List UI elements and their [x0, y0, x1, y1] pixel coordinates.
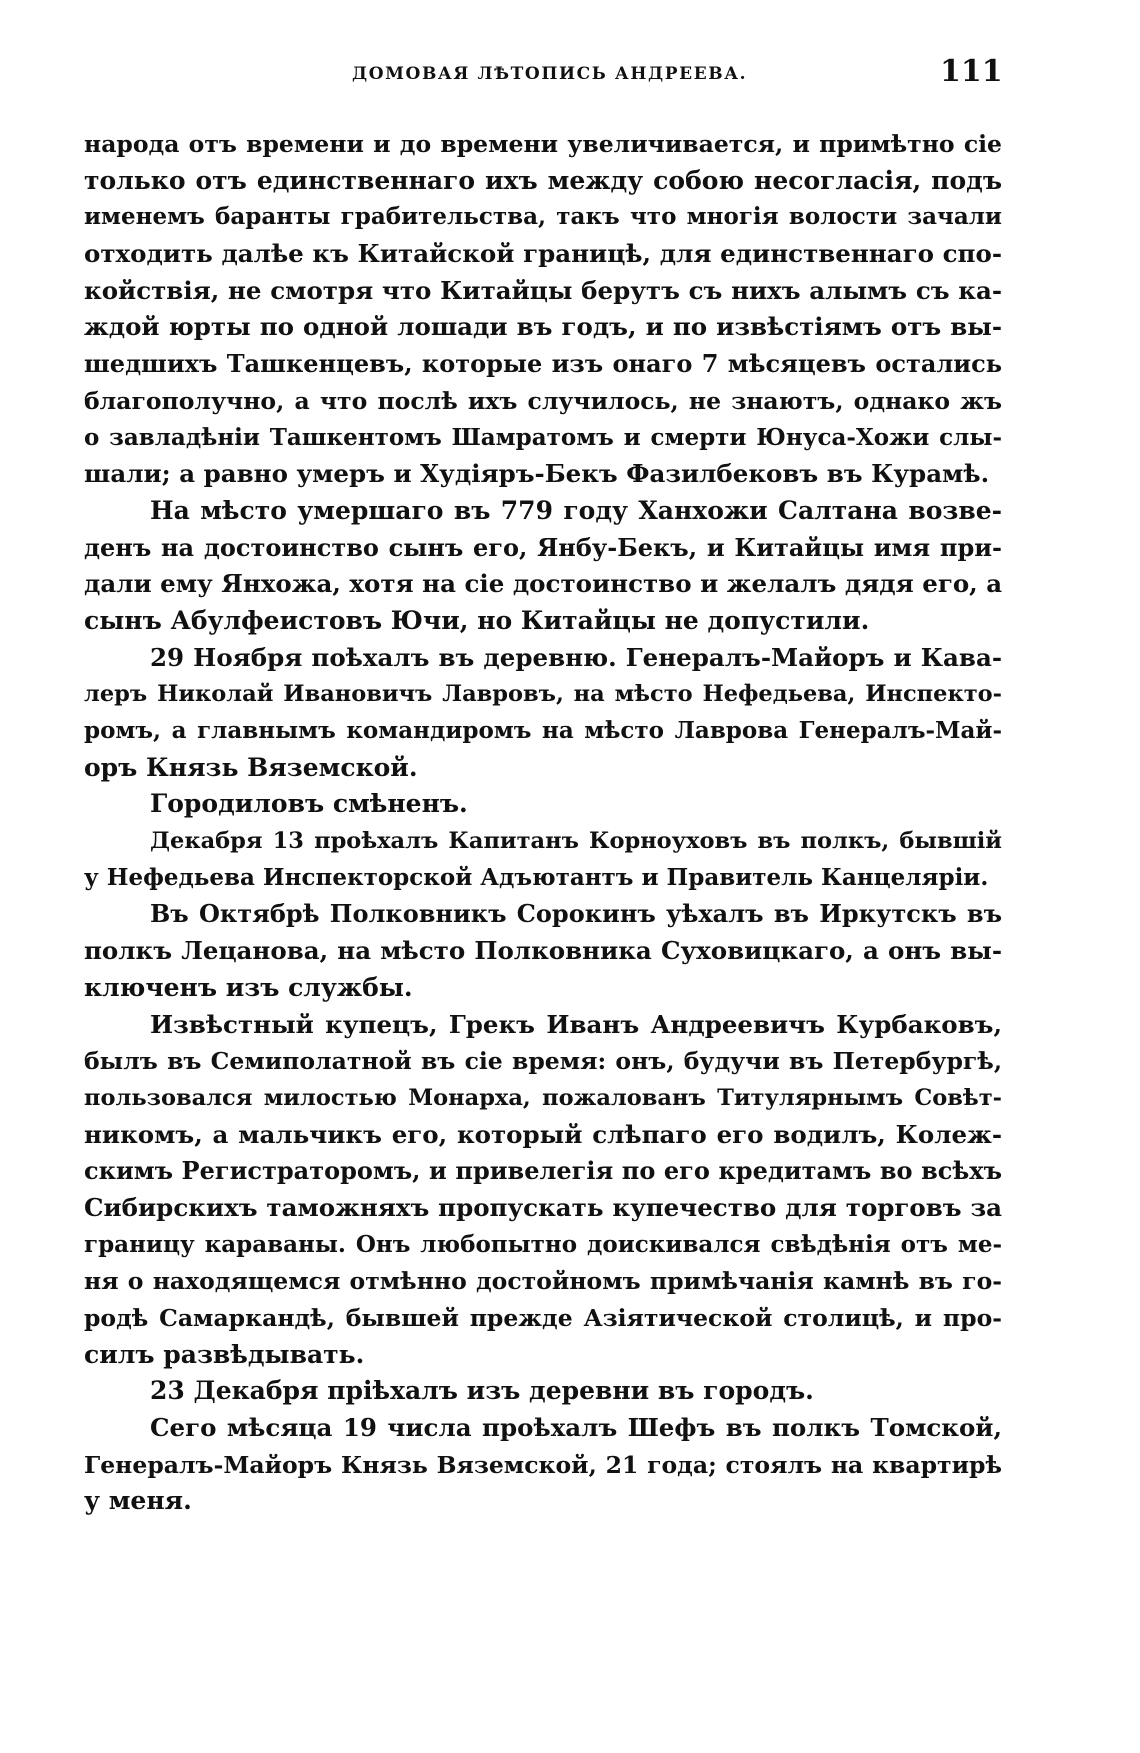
paragraph-6	[84, 896, 1002, 1006]
paragraph-3	[84, 640, 1002, 787]
text-line: Генералъ-Майоръ Князь Вяземской, 21 года; стоялъ на квартирѣ	[84, 1450, 1002, 1479]
text-line: леръ Николай Ивановичъ Лавровъ, на мѣсто Нефедьева, Инспекто-	[84, 681, 1002, 708]
text-line: шедшихъ Ташкенцевъ, которые изъ онаго 7 мѣсяцевъ остались	[84, 349, 1002, 379]
text-line: у меня.	[84, 1486, 192, 1516]
text-line: ня о находящемся отмѣнно достойномъ примѣчанія камнѣ въ го-	[84, 1267, 1002, 1296]
text-line: родѣ Самаркандѣ, бывшей прежде Азіятической столицѣ, и про-	[84, 1304, 1002, 1332]
running-title: ДОМОВАЯ ЛѢТОПИСЬ АНДРЕЕВА.	[352, 64, 748, 84]
page-text	[84, 126, 1002, 1520]
text-line: 23 Декабря пріѣхалъ изъ деревни въ городъ.	[150, 1376, 814, 1406]
text-line: благополучно, а что послѣ ихъ случилось, не знаютъ, однако жъ	[84, 386, 1002, 415]
text-line: оръ Князь Вяземской.	[84, 752, 418, 782]
text-line: пользовался милостью Монарха, пожалованъ Титулярнымъ Совѣт-	[84, 1084, 1002, 1111]
text-line: койствія, не смотря что Китайцы берутъ съ нихъ алымъ съ ка-	[84, 275, 1002, 305]
text-line: ключенъ изъ службы.	[84, 972, 413, 1002]
text-line: о завладѣніи Ташкентомъ Шамратомъ и смерти Юнуса-Хожи слы-	[84, 423, 1002, 451]
text-line: Въ Октябрѣ Полковникъ Сорокинъ уѣхалъ въ Иркутскъ въ	[150, 899, 1002, 929]
text-line: Сибирскихъ таможняхъ пропускать купечество для торговъ за	[84, 1192, 1002, 1222]
paragraph-2	[84, 493, 1002, 640]
page-number: 111	[940, 54, 1003, 89]
text-line: полкъ Лецанова, на мѣсто Полковника Суховицкаго, а онъ вы-	[84, 936, 1002, 966]
text-line: силъ развѣдывать.	[84, 1339, 365, 1369]
text-line: ждой юрты по одной лошади въ годъ, и по извѣстіямъ отъ вы-	[84, 312, 1002, 342]
text-line: Извѣстный купецъ, Грекъ Иванъ Андреевичъ Курбаковъ,	[150, 1009, 1002, 1039]
text-line: ромъ, а главнымъ командиромъ на мѣсто Лаврова Генералъ-Май-	[84, 717, 1002, 744]
text-line: На мѣсто умершаго въ 779 году Ханхожи Салтана возве-	[150, 495, 1002, 525]
text-line: денъ на достоинство сынъ его, Янбу-Бекъ, и Китайцы имя при-	[84, 532, 1002, 562]
text-line: Декабря 13 проѣхалъ Капитанъ Корноуховъ въ полкъ, бывшій	[150, 828, 1002, 855]
text-line: отходить далѣе къ Китайской границѣ, для единственнаго спо-	[84, 239, 1002, 269]
paragraph-9	[84, 1410, 1002, 1520]
text-line: границу караваны. Онъ любопытно доискивался свѣдѣнія отъ ме-	[84, 1230, 1002, 1258]
text-line: Городиловъ смѣненъ.	[150, 789, 468, 819]
paragraph-4	[84, 786, 1002, 823]
text-line: былъ въ Семиполатной въ сіе время: онъ, будучи въ Петербургѣ,	[84, 1047, 1002, 1076]
text-line: никомъ, а мальчикъ его, который слѣпаго его водилъ, Колеж-	[84, 1119, 1002, 1149]
text-line: только отъ единственнаго ихъ между собою несогласія, подъ	[84, 165, 1002, 195]
text-line: скимъ Регистраторомъ, и привелегія по его кредитамъ во всѣхъ	[84, 1156, 1002, 1186]
paragraph-1	[84, 126, 1002, 493]
text-line: у Нефедьева Инспекторской Адъютантъ и Правитель Канцеляріи.	[84, 863, 989, 891]
text-line: Сего мѣсяца 19 числа проѣхалъ Шефъ въ полкъ Томской,	[150, 1413, 1002, 1443]
paragraph-5	[84, 823, 1002, 896]
paragraph-8	[84, 1373, 1002, 1410]
text-line: шали; а равно умеръ и Худіяръ-Бекъ Фазилбековъ въ Курамѣ.	[84, 459, 990, 489]
paragraph-7	[84, 1007, 1002, 1374]
text-line: 29 Ноября поѣхалъ въ деревню. Генералъ-Майоръ и Кава-	[150, 642, 1002, 672]
text-line: народа отъ времени и до времени увеличивается, и примѣтно сіе	[84, 130, 1002, 158]
text-line: сынъ Абулфеистовъ Ючи, но Китайцы не допустили.	[84, 605, 870, 635]
text-line: дали ему Янхожа, хотя на сіе достоинство и желалъ дядя его, а	[84, 569, 1002, 599]
text-line: именемъ баранты грабительства, такъ что многія волости зачали	[84, 203, 1002, 231]
running-head	[0, 54, 1140, 94]
